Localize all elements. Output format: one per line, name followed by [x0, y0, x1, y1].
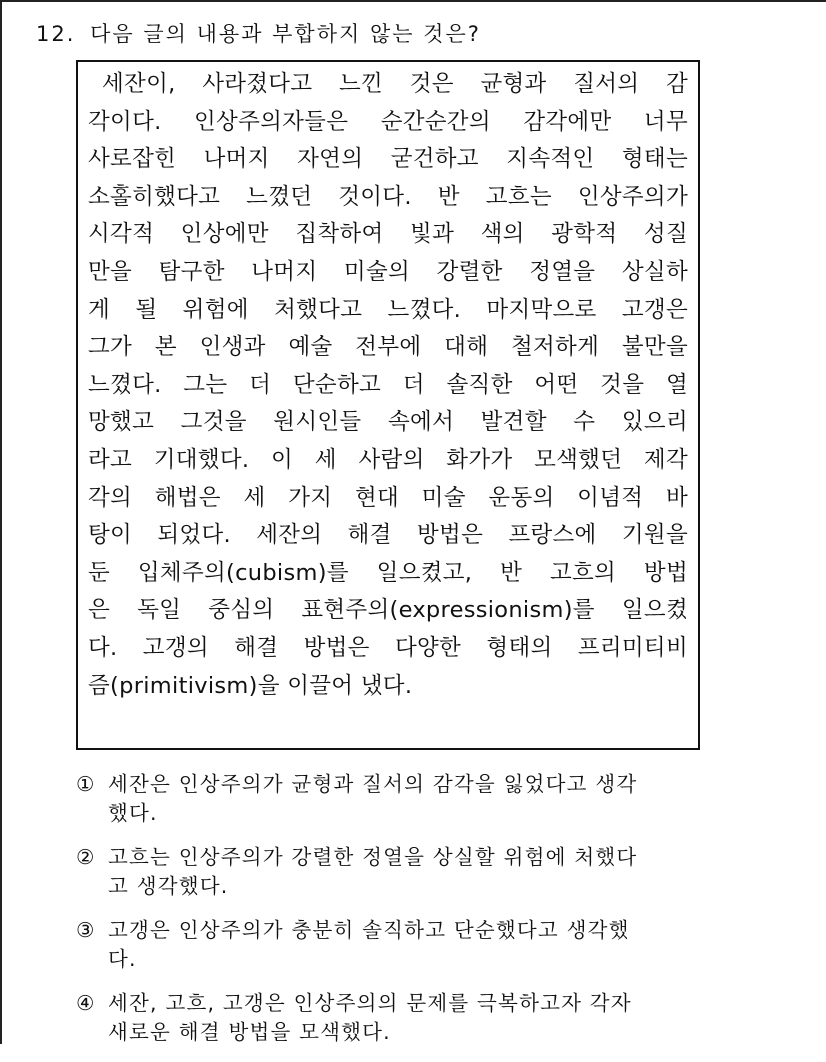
passage-line: 탕이 되었다. 세잔의 해결 방법은 프랑스에 기원을	[88, 522, 688, 549]
passage-line: 라고 기대했다. 이 세 사람의 화가가 모색했던 제각	[88, 446, 688, 473]
option-text-line: 새로운 해결 방법을 모색했다.	[108, 1019, 391, 1044]
option-text-line: 했다.	[108, 800, 158, 825]
option-text-line: 다.	[108, 946, 137, 971]
option-text-line: 세잔, 고흐, 고갱은 인상주의의 문제를 극복하고자 각자	[108, 991, 632, 1015]
question-number: 12.	[36, 22, 76, 46]
option-marker: ②	[76, 845, 96, 869]
option-marker: ③	[76, 918, 96, 942]
passage-line: 소홀히했다고 느꼈던 것이다. 반 고흐는 인상주의가	[88, 183, 688, 210]
answer-option-2[interactable]	[76, 843, 756, 900]
passage-line: 다. 고갱의 해결 방법은 다양한 형태의 프리미티비	[88, 634, 688, 661]
passage-line: 그가 본 인생과 예술 전부에 대해 철저하게 불만을	[88, 334, 688, 361]
answer-option-1[interactable]	[76, 770, 756, 827]
answer-option-3[interactable]	[76, 916, 756, 973]
passage-line: 즘(primitivism)을 이끌어 냈다.	[88, 672, 413, 699]
passage-line: 느꼈다. 그는 더 단순하고 더 솔직한 어떤 것을 열	[88, 371, 688, 398]
option-text-line: 고 생각했다.	[108, 873, 229, 898]
passage-line: 사로잡힌 나머지 자연의 굳건하고 지속적인 형태는	[88, 146, 688, 173]
passage-line: 만을 탐구한 나머지 미술의 강렬한 정열을 상실하	[88, 258, 688, 285]
option-text-line: 고흐는 인상주의가 강렬한 정열을 상실할 위험에 처했다	[108, 845, 638, 869]
option-marker: ④	[76, 991, 96, 1015]
answer-option-4[interactable]	[76, 989, 756, 1046]
option-text-line: 고갱은 인상주의가 충분히 솔직하고 단순했다고 생각했	[108, 918, 630, 942]
question-header	[36, 18, 481, 48]
option-marker: ①	[76, 772, 96, 796]
passage-line: 각의 해법은 세 가지 현대 미술 운동의 이념적 바	[88, 484, 688, 511]
passage-line: 둔 입체주의(cubism)를 일으켰고, 반 고흐의 방법	[88, 559, 688, 586]
passage-line: 각이다. 인상주의자들은 순간순간의 감각에만 너무	[88, 108, 688, 135]
answer-options	[76, 770, 756, 1062]
passage-line: 게 될 위험에 처했다고 느꼈다. 마지막으로 고갱은	[88, 296, 688, 323]
question-prompt: 다음 글의 내용과 부합하지 않는 것은?	[90, 22, 481, 46]
passage-line: 세잔이, 사라졌다고 느낀 것은 균형과 질서의 감	[102, 71, 688, 97]
passage-line: 망했고 그것을 원시인들 속에서 발견할 수 있으리	[88, 409, 688, 436]
passage-line: 시각적 인상에만 집착하여 빛과 색의 광학적 성질	[88, 221, 688, 248]
passage-line: 은 독일 중심의 표현주의(expressionism)를 일으켰	[88, 597, 688, 624]
passage-box	[76, 60, 700, 750]
option-text-line: 세잔은 인상주의가 균형과 질서의 감각을 잃었다고 생각	[108, 772, 638, 796]
